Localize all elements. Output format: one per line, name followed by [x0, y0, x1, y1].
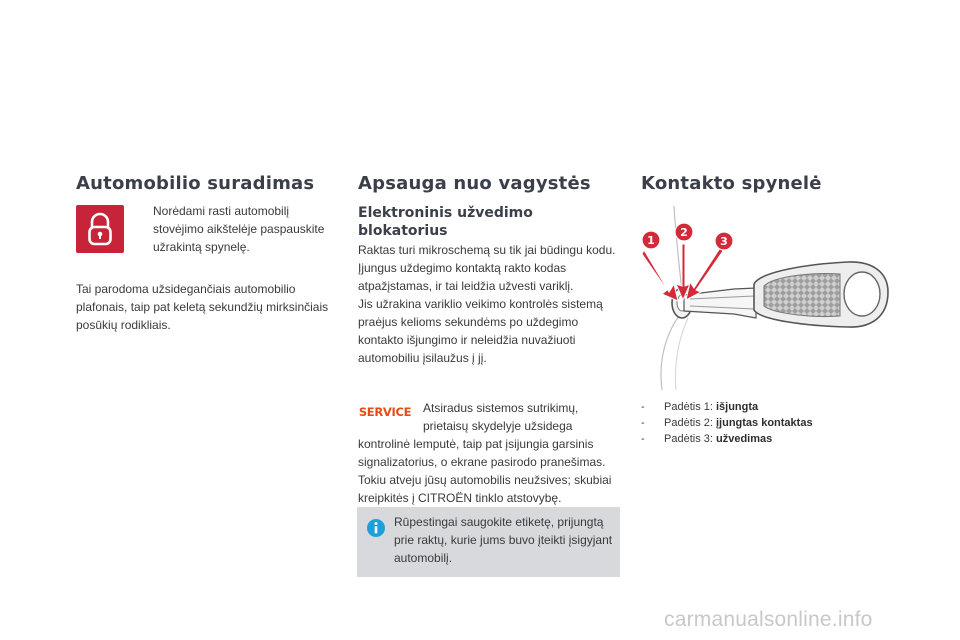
info-note-box: [357, 507, 620, 577]
position-row-2: - Padėtis 2: įjungtas kontaktas: [641, 417, 813, 429]
position-3-label: Padėtis 3:: [664, 433, 713, 445]
subtitle-immobiliser: Elektroninis užvedimo blokatorius: [358, 205, 533, 239]
info-icon: [367, 519, 385, 537]
position-2-label: Padėtis 2:: [664, 417, 713, 429]
lock-icon: [76, 205, 124, 253]
immobiliser-description: [358, 241, 623, 367]
service-warning-icon: SERVICE: [358, 405, 412, 419]
position-row-1: - Padėtis 1: išjungta: [641, 401, 759, 413]
section-title-ignition-switch: Kontakto spynelė: [641, 173, 822, 194]
position-row-3: - Padėtis 3: užvedimas: [641, 433, 773, 445]
warning-detail-text: kontrolinė lemputė, taip pat įsijungia garsinis signalizatorius, o ekrane pasirodo pranešimas. Tokiu atveju jūsų automobilis neužsives; skubiai kreipkitės į CITROËN tinklo atstovybę.: [358, 437, 612, 505]
find-car-description: Tai parodoma užsidegančiais automobilio plafonais, taip pat keletą sekundžių mirksinčiais posūkių rodikliais.: [76, 282, 329, 332]
position-marker-2-label: 2: [680, 226, 688, 239]
ignition-positions-list: [641, 399, 813, 447]
find-car-instruction: Norėdami rasti automobilį stovėjimo aikštelėje paspauskite užrakintą spynelę.: [153, 204, 325, 254]
section-title-anti-theft: Apsauga nuo vagystės: [358, 173, 591, 194]
position-2-value: įjungtas kontaktas: [715, 417, 813, 429]
immobiliser-paragraph-1: Raktas turi mikroschemą su tik jai būdingu kodu. Įjungus uždegimo kontaktą rakto kodas atpažįstamas, ir tai leidžia užvesti variklį.: [358, 243, 616, 293]
watermark-text: carmanualsonline.info: [664, 608, 873, 631]
info-note-text: Rūpestingai saugokite etiketę, prijungtą prie raktų, kurie jums buvo įteikti įsigyjant automobilį.: [394, 515, 613, 565]
warning-intro-text: Atsiradus sistemos sutrikimų, prietaisų skydelyje užsidega: [423, 401, 579, 433]
position-1-value: išjungta: [715, 401, 759, 413]
ignition-key-illustration: [636, 200, 892, 392]
position-marker-1-label: 1: [647, 234, 655, 247]
position-marker-3-label: 3: [720, 235, 728, 248]
position-1-label: Padėtis 1:: [664, 401, 713, 413]
position-3-value: užvedimas: [715, 433, 773, 445]
section-title-find-car: Automobilio suradimas: [76, 173, 315, 194]
immobiliser-paragraph-2: Jis užrakina variklio veikimo kontrolės sistemą praėjus kelioms sekundėms po uždegimo kontakto išjungimo ir neleidžia nuvažiuoti automobiliu įsilaužus į jį.: [358, 297, 603, 365]
